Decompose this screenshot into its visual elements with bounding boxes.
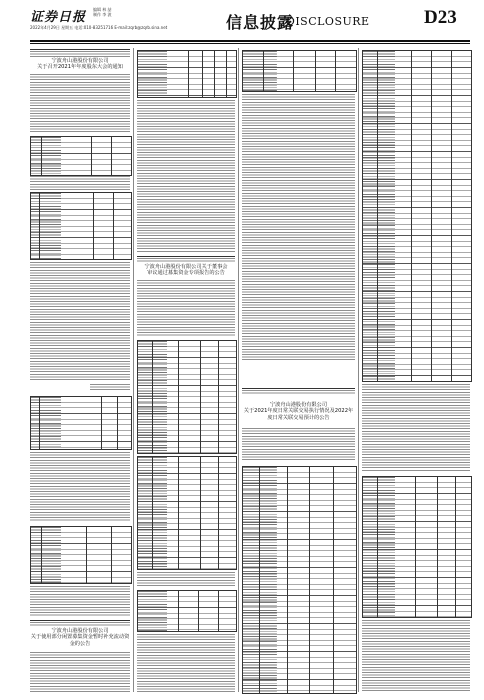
- article-body-text: [137, 572, 235, 586]
- data-table: [30, 192, 132, 260]
- issue-date-line: 2022年4月29日 星期五 电话:010-83251716 E-mail:zqrb@zqrb.sina.net: [30, 25, 168, 30]
- article-headline: [30, 628, 130, 647]
- stock-code-line: [137, 258, 235, 263]
- article-company: 宁波舟山港股份有限公司: [269, 402, 328, 408]
- data-table: [30, 526, 132, 584]
- article-title: 关于2021年度日常关联交易执行情况及2022年度日常关联交易预计的公告: [243, 408, 354, 421]
- newspaper-logo: 证券日报: [30, 10, 87, 25]
- article-company: 宁波舟山港股份有限公司: [51, 58, 109, 64]
- masthead-rule-thin: [30, 43, 470, 44]
- data-table: [137, 456, 237, 570]
- article-body-text: [30, 652, 130, 692]
- article-body-text: [137, 100, 235, 252]
- article-body-text: [362, 384, 470, 472]
- article-top-rule: [30, 620, 130, 621]
- editor-line: 制作 李 波: [93, 12, 112, 17]
- data-table: [137, 50, 237, 98]
- article-company: 宁波舟山港股份有限公司: [51, 628, 109, 634]
- article-company: 宁波舟山港股份有限公司关于董事会: [144, 264, 228, 270]
- masthead: [0, 0, 484, 44]
- article-body-text: [362, 620, 470, 692]
- article-body-text: [30, 586, 130, 616]
- section-title-english: DISCLOSURE: [286, 15, 370, 28]
- page-number: D23: [424, 7, 457, 28]
- article-body-text: [30, 262, 130, 380]
- article-body-text: [242, 428, 355, 462]
- article-body-text: [137, 634, 235, 692]
- data-table: [242, 466, 357, 694]
- column-divider: [133, 48, 134, 692]
- article-top-rule: [30, 49, 130, 50]
- article-headline: [137, 264, 235, 277]
- article-top-rule: [137, 256, 235, 257]
- article-body-text: [30, 74, 130, 134]
- article-top-rule: [242, 388, 355, 389]
- stock-code-line: [30, 51, 130, 57]
- data-table: [30, 136, 132, 176]
- article-headline: [242, 402, 355, 421]
- data-table: [30, 396, 132, 450]
- article-body-text: [30, 176, 130, 190]
- article-title: 关于使用部分闲置募集资金暂时补充流动资金的公告: [30, 634, 130, 647]
- column-divider: [238, 48, 239, 692]
- data-table: [362, 50, 472, 382]
- column-divider: [358, 48, 359, 692]
- article-body-text: [30, 452, 130, 522]
- article-body-text: [242, 94, 355, 360]
- data-table: [137, 590, 237, 632]
- section-title-chinese: 信息披露: [226, 13, 295, 32]
- editor-credits: [93, 7, 112, 17]
- stock-code-line: [242, 390, 355, 395]
- article-body-text: [137, 280, 235, 336]
- article-title: 审议通过募集资金专项报告的公告: [147, 270, 225, 277]
- data-table: [137, 340, 237, 454]
- editor-line: 编辑 林 喆: [93, 7, 112, 12]
- article-headline: [30, 58, 130, 71]
- data-table: [242, 50, 357, 92]
- masthead-rule: [30, 40, 470, 42]
- signature-text: [90, 384, 130, 390]
- article-title: 关于召开2021年年度股东大会的通知: [37, 64, 123, 71]
- stock-code-line: [30, 622, 130, 627]
- data-table: [362, 476, 472, 618]
